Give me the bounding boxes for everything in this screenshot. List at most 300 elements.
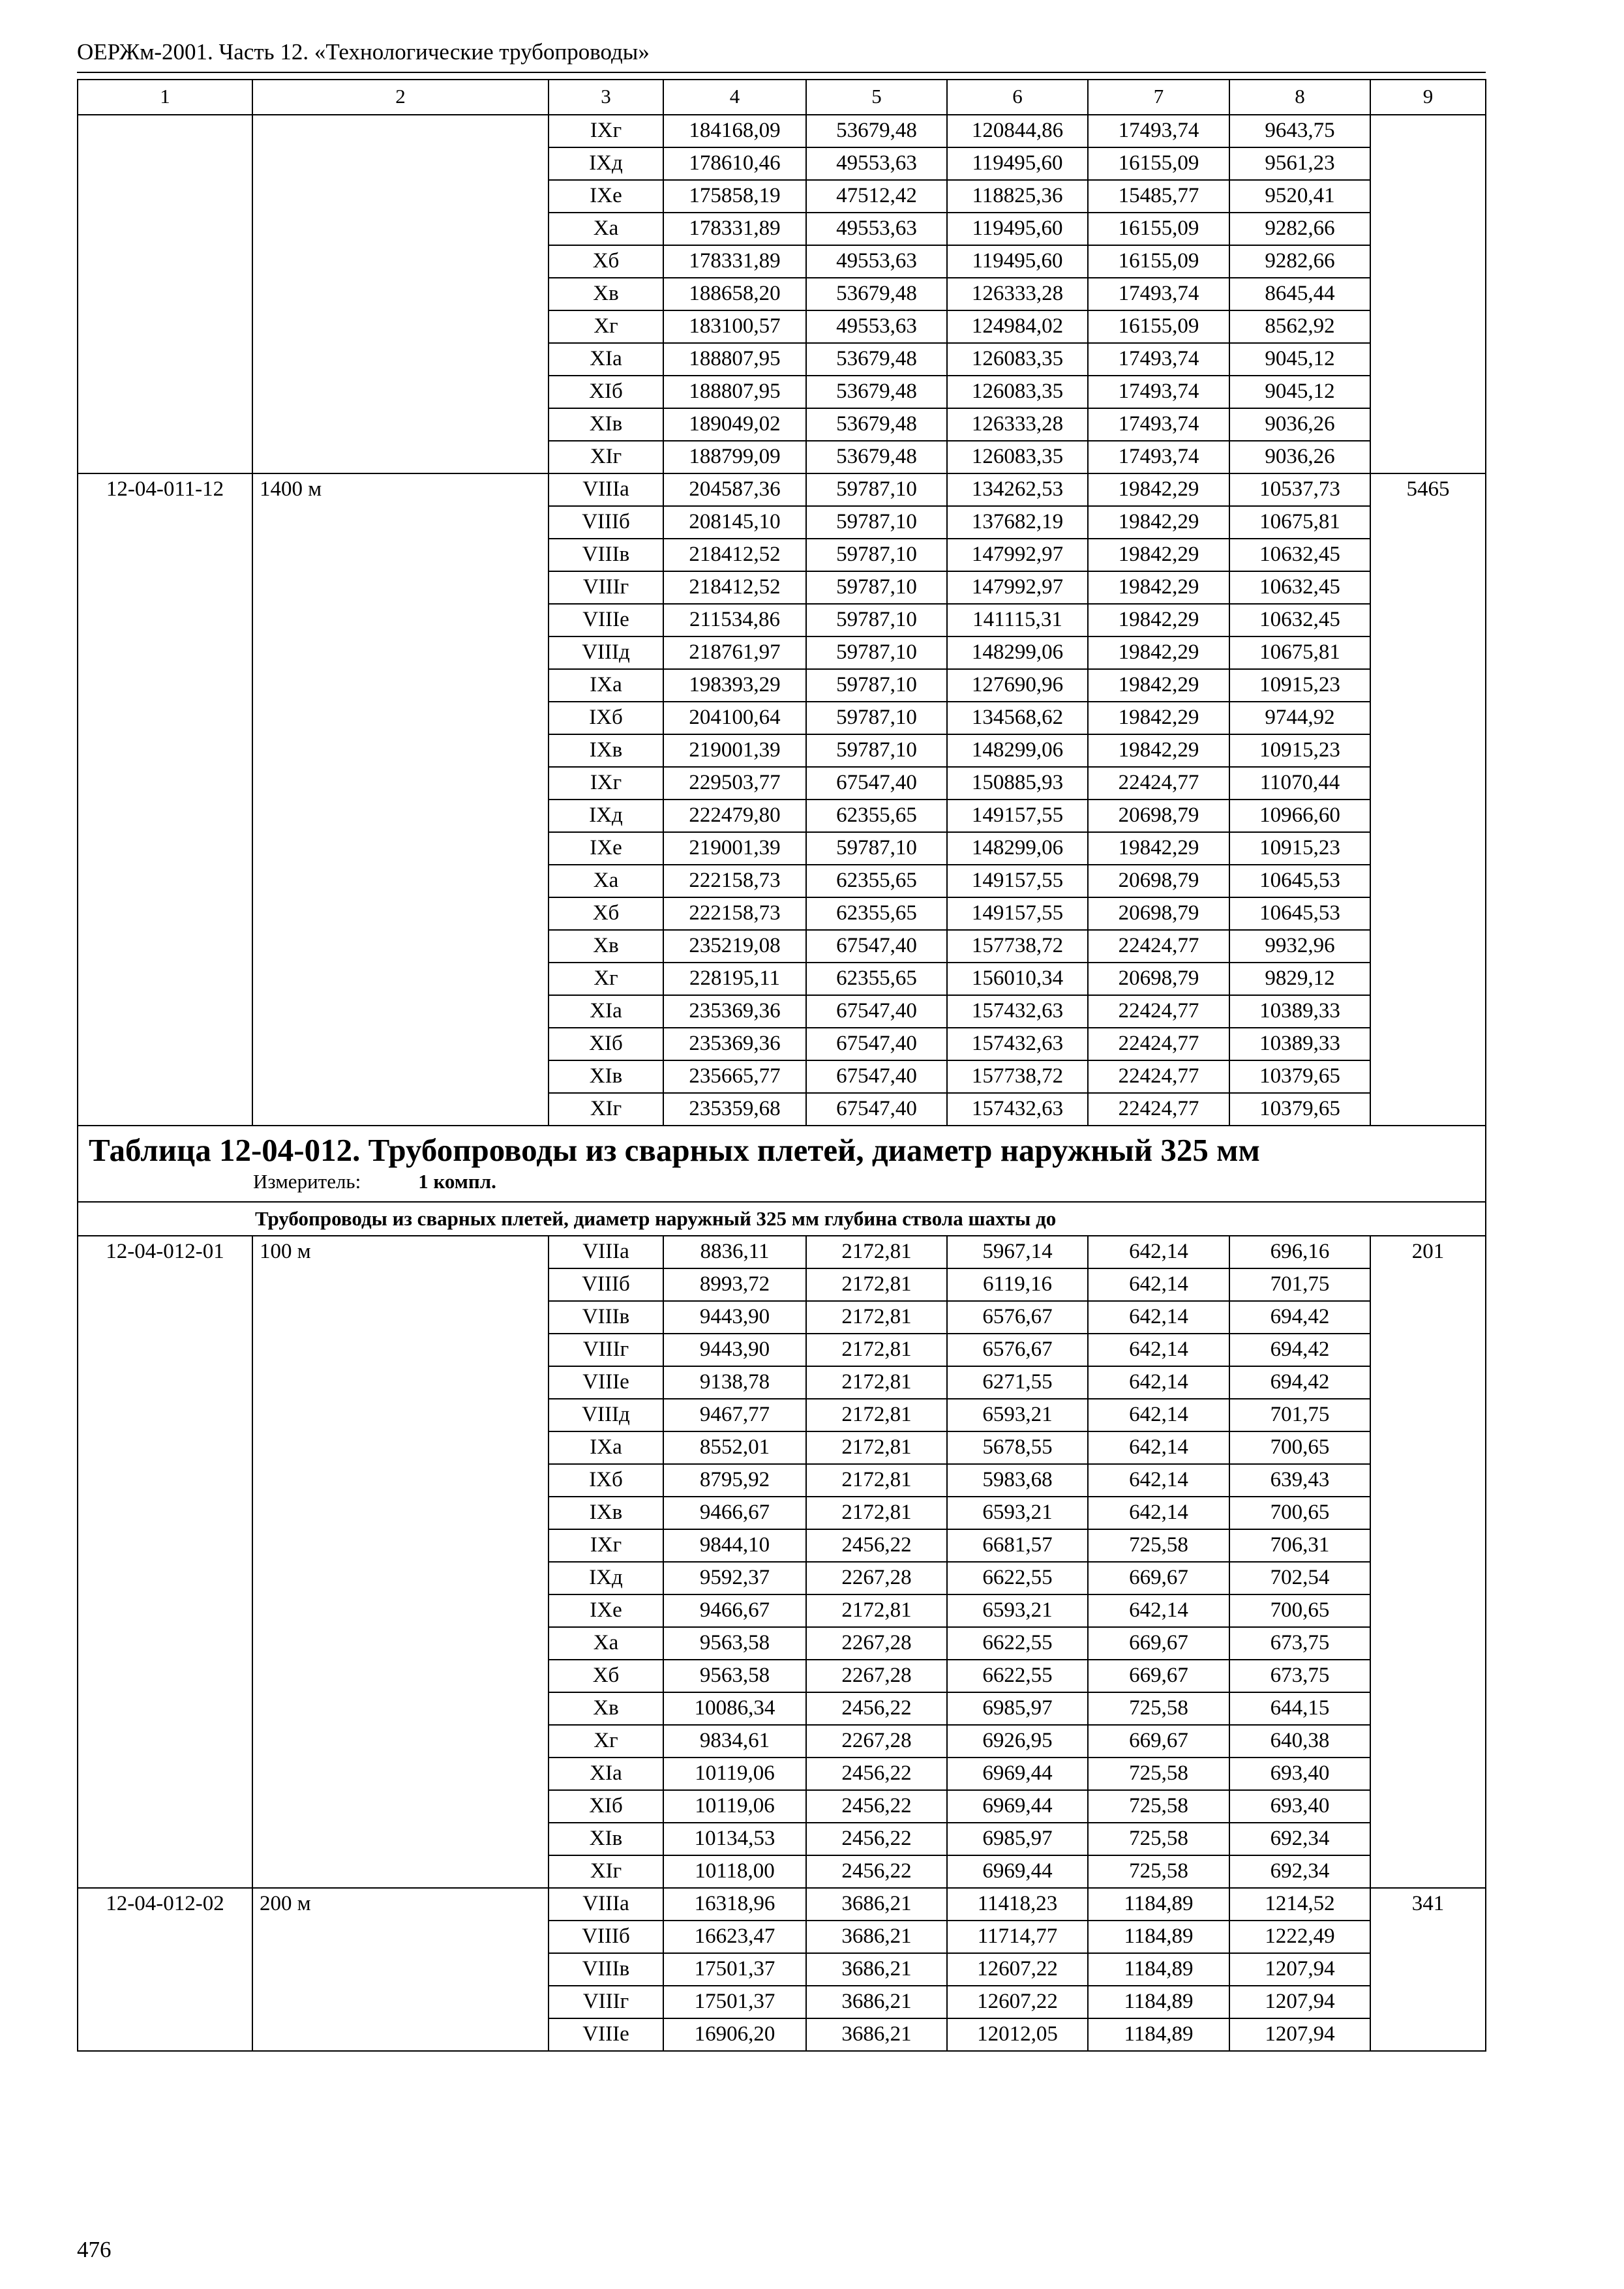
value-cell: 9744,92 bbox=[1229, 702, 1370, 734]
value-cell: 147992,97 bbox=[947, 539, 1088, 571]
value-cell: 218761,97 bbox=[663, 636, 806, 669]
value-cell: 19842,29 bbox=[1088, 669, 1229, 702]
zone-cell: VIIIг bbox=[549, 1986, 663, 2018]
value-cell: 22424,77 bbox=[1088, 930, 1229, 963]
value-cell: 9563,58 bbox=[663, 1660, 806, 1692]
value-cell: 19842,29 bbox=[1088, 832, 1229, 865]
zone-cell: XIв bbox=[549, 1823, 663, 1855]
value-cell: 642,14 bbox=[1088, 1464, 1229, 1497]
value-cell: 53679,48 bbox=[806, 441, 947, 473]
zone-cell: Xв bbox=[549, 278, 663, 310]
value-cell: 702,54 bbox=[1229, 1562, 1370, 1594]
zone-cell: Xб bbox=[549, 1660, 663, 1692]
zone-cell: XIа bbox=[549, 995, 663, 1028]
value-cell: 12607,22 bbox=[947, 1986, 1088, 2018]
column-number-row bbox=[78, 80, 1486, 115]
value-cell: 22424,77 bbox=[1088, 1060, 1229, 1093]
value-cell: 198393,29 bbox=[663, 669, 806, 702]
value-cell: 9443,90 bbox=[663, 1301, 806, 1334]
value-cell: 673,75 bbox=[1229, 1660, 1370, 1692]
value-cell: 10915,23 bbox=[1229, 734, 1370, 767]
table-row bbox=[78, 1236, 1486, 1268]
value-cell: 15485,77 bbox=[1088, 180, 1229, 213]
value-cell: 10966,60 bbox=[1229, 800, 1370, 832]
value-cell: 119495,60 bbox=[947, 213, 1088, 245]
value-cell: 17493,74 bbox=[1088, 441, 1229, 473]
value-cell: 8645,44 bbox=[1229, 278, 1370, 310]
value-cell: 228195,11 bbox=[663, 963, 806, 995]
zone-cell: IXе bbox=[549, 832, 663, 865]
value-cell: 10119,06 bbox=[663, 1758, 806, 1790]
value-cell: 120844,86 bbox=[947, 115, 1088, 147]
value-cell: 6985,97 bbox=[947, 1692, 1088, 1725]
value-cell: 67547,40 bbox=[806, 1028, 947, 1060]
value-cell: 53679,48 bbox=[806, 278, 947, 310]
value-cell: 6969,44 bbox=[947, 1758, 1088, 1790]
value-cell: 642,14 bbox=[1088, 1334, 1229, 1366]
zone-cell: VIIIд bbox=[549, 636, 663, 669]
value-cell: 1184,89 bbox=[1088, 1986, 1229, 2018]
value-cell: 9045,12 bbox=[1229, 376, 1370, 408]
value-cell: 59787,10 bbox=[806, 636, 947, 669]
value-cell: 2456,22 bbox=[806, 1790, 947, 1823]
value-cell: 9282,66 bbox=[1229, 213, 1370, 245]
value-cell: 49553,63 bbox=[806, 310, 947, 343]
value-cell: 119495,60 bbox=[947, 147, 1088, 180]
value-cell: 694,42 bbox=[1229, 1366, 1370, 1399]
value-cell: 9138,78 bbox=[663, 1366, 806, 1399]
value-cell: 9844,10 bbox=[663, 1529, 806, 1562]
value-cell: 208145,10 bbox=[663, 506, 806, 539]
zone-cell: IXв bbox=[549, 1497, 663, 1529]
value-cell: 11714,77 bbox=[947, 1921, 1088, 1953]
value-cell: 204100,64 bbox=[663, 702, 806, 734]
value-cell: 10389,33 bbox=[1229, 1028, 1370, 1060]
value-cell: 149157,55 bbox=[947, 897, 1088, 930]
value-cell: 157432,63 bbox=[947, 995, 1088, 1028]
value-cell: 8562,92 bbox=[1229, 310, 1370, 343]
value-cell: 59787,10 bbox=[806, 571, 947, 604]
zone-cell: XIб bbox=[549, 1790, 663, 1823]
column-number-cell: 4 bbox=[663, 80, 806, 115]
value-cell: 10119,06 bbox=[663, 1790, 806, 1823]
value-cell: 2456,22 bbox=[806, 1758, 947, 1790]
value-cell: 725,58 bbox=[1088, 1529, 1229, 1562]
value-cell: 644,15 bbox=[1229, 1692, 1370, 1725]
zone-cell: XIб bbox=[549, 376, 663, 408]
zone-cell: VIIIб bbox=[549, 1921, 663, 1953]
value-cell: 157738,72 bbox=[947, 1060, 1088, 1093]
value-cell: 126333,28 bbox=[947, 278, 1088, 310]
value-cell: 701,75 bbox=[1229, 1399, 1370, 1431]
value-cell: 67547,40 bbox=[806, 1060, 947, 1093]
value-cell: 3686,21 bbox=[806, 2018, 947, 2051]
value-cell: 1184,89 bbox=[1088, 1888, 1229, 1921]
value-cell: 149157,55 bbox=[947, 800, 1088, 832]
zone-cell: IXд bbox=[549, 800, 663, 832]
value-cell: 6681,57 bbox=[947, 1529, 1088, 1562]
value-cell: 9282,66 bbox=[1229, 245, 1370, 278]
value-cell: 6576,67 bbox=[947, 1334, 1088, 1366]
value-cell: 59787,10 bbox=[806, 702, 947, 734]
value-cell: 126333,28 bbox=[947, 408, 1088, 441]
zone-cell: XIа bbox=[549, 343, 663, 376]
value-cell: 10675,81 bbox=[1229, 636, 1370, 669]
zone-cell: VIIIе bbox=[549, 2018, 663, 2051]
value-cell: 19842,29 bbox=[1088, 702, 1229, 734]
zone-cell: XIб bbox=[549, 1028, 663, 1060]
resource-cell bbox=[1370, 115, 1486, 473]
value-cell: 157432,63 bbox=[947, 1028, 1088, 1060]
value-cell: 9036,26 bbox=[1229, 441, 1370, 473]
zone-cell: Xа bbox=[549, 213, 663, 245]
value-cell: 642,14 bbox=[1088, 1366, 1229, 1399]
value-cell: 17493,74 bbox=[1088, 376, 1229, 408]
value-cell: 59787,10 bbox=[806, 734, 947, 767]
value-cell: 2172,81 bbox=[806, 1301, 947, 1334]
value-cell: 22424,77 bbox=[1088, 1028, 1229, 1060]
value-cell: 8836,11 bbox=[663, 1236, 806, 1268]
zone-cell: VIIIв bbox=[549, 539, 663, 571]
value-cell: 11070,44 bbox=[1229, 767, 1370, 800]
value-cell: 137682,19 bbox=[947, 506, 1088, 539]
table-title: Таблица 12-04-012. Трубопроводы из сварных плетей, диаметр наружный 325 мм bbox=[89, 1132, 1260, 1168]
value-cell: 2172,81 bbox=[806, 1464, 947, 1497]
column-number-cell: 3 bbox=[549, 80, 663, 115]
value-cell: 8552,01 bbox=[663, 1431, 806, 1464]
value-cell: 149157,55 bbox=[947, 865, 1088, 897]
value-cell: 693,40 bbox=[1229, 1790, 1370, 1823]
table-row bbox=[78, 473, 1486, 506]
zone-cell: VIIIв bbox=[549, 1953, 663, 1986]
value-cell: 6119,16 bbox=[947, 1268, 1088, 1301]
value-cell: 669,67 bbox=[1088, 1660, 1229, 1692]
value-cell: 62355,65 bbox=[806, 865, 947, 897]
value-cell: 10675,81 bbox=[1229, 506, 1370, 539]
value-cell: 22424,77 bbox=[1088, 767, 1229, 800]
value-cell: 642,14 bbox=[1088, 1497, 1229, 1529]
value-cell: 694,42 bbox=[1229, 1334, 1370, 1366]
value-cell: 6969,44 bbox=[947, 1790, 1088, 1823]
value-cell: 2456,22 bbox=[806, 1855, 947, 1888]
value-cell: 157738,72 bbox=[947, 930, 1088, 963]
value-cell: 150885,93 bbox=[947, 767, 1088, 800]
value-cell: 17493,74 bbox=[1088, 408, 1229, 441]
subheading: Трубопроводы из сварных плетей, диаметр наружный 325 мм глубина ствола шахты до bbox=[252, 1202, 1486, 1236]
value-cell: 725,58 bbox=[1088, 1692, 1229, 1725]
zone-cell: Xб bbox=[549, 245, 663, 278]
value-cell: 59787,10 bbox=[806, 669, 947, 702]
zone-cell: IXд bbox=[549, 147, 663, 180]
zone-cell: IXа bbox=[549, 1431, 663, 1464]
value-cell: 124984,02 bbox=[947, 310, 1088, 343]
value-cell: 9466,67 bbox=[663, 1497, 806, 1529]
value-cell: 16318,96 bbox=[663, 1888, 806, 1921]
value-cell: 16155,09 bbox=[1088, 310, 1229, 343]
value-cell: 2172,81 bbox=[806, 1594, 947, 1627]
value-cell: 188807,95 bbox=[663, 376, 806, 408]
zone-cell: VIIIб bbox=[549, 506, 663, 539]
value-cell: 49553,63 bbox=[806, 245, 947, 278]
zone-cell: Xб bbox=[549, 897, 663, 930]
value-cell: 642,14 bbox=[1088, 1399, 1229, 1431]
value-cell: 10632,45 bbox=[1229, 604, 1370, 636]
zone-cell: Xв bbox=[549, 1692, 663, 1725]
value-cell: 9036,26 bbox=[1229, 408, 1370, 441]
value-cell: 6593,21 bbox=[947, 1594, 1088, 1627]
measure-line bbox=[78, 1166, 1485, 1191]
value-cell: 59787,10 bbox=[806, 539, 947, 571]
zone-cell: IXд bbox=[549, 1562, 663, 1594]
value-cell: 9443,90 bbox=[663, 1334, 806, 1366]
depth-cell: 100 м bbox=[252, 1236, 549, 1888]
value-cell: 9467,77 bbox=[663, 1399, 806, 1431]
value-cell: 6271,55 bbox=[947, 1366, 1088, 1399]
value-cell: 10915,23 bbox=[1229, 669, 1370, 702]
depth-cell bbox=[252, 115, 549, 473]
value-cell: 119495,60 bbox=[947, 245, 1088, 278]
value-cell: 188807,95 bbox=[663, 343, 806, 376]
value-cell: 17501,37 bbox=[663, 1986, 806, 2018]
value-cell: 20698,79 bbox=[1088, 963, 1229, 995]
value-cell: 2267,28 bbox=[806, 1627, 947, 1660]
value-cell: 9520,41 bbox=[1229, 180, 1370, 213]
value-cell: 235369,36 bbox=[663, 1028, 806, 1060]
value-cell: 17493,74 bbox=[1088, 115, 1229, 147]
value-cell: 188658,20 bbox=[663, 278, 806, 310]
value-cell: 2172,81 bbox=[806, 1366, 947, 1399]
measure-value: 1 компл. bbox=[418, 1170, 496, 1193]
value-cell: 6985,97 bbox=[947, 1823, 1088, 1855]
zone-cell: Xг bbox=[549, 310, 663, 343]
table-row bbox=[78, 1888, 1486, 1921]
value-cell: 62355,65 bbox=[806, 800, 947, 832]
depth-cell: 200 м bbox=[252, 1888, 549, 2051]
value-cell: 2267,28 bbox=[806, 1660, 947, 1692]
zone-cell: Xв bbox=[549, 930, 663, 963]
value-cell: 10645,53 bbox=[1229, 897, 1370, 930]
value-cell: 10379,65 bbox=[1229, 1093, 1370, 1126]
value-cell: 16906,20 bbox=[663, 2018, 806, 2051]
value-cell: 725,58 bbox=[1088, 1790, 1229, 1823]
value-cell: 6969,44 bbox=[947, 1855, 1088, 1888]
value-cell: 642,14 bbox=[1088, 1431, 1229, 1464]
value-cell: 3686,21 bbox=[806, 1953, 947, 1986]
value-cell: 10118,00 bbox=[663, 1855, 806, 1888]
value-cell: 235369,36 bbox=[663, 995, 806, 1028]
value-cell: 47512,42 bbox=[806, 180, 947, 213]
value-cell: 1207,94 bbox=[1229, 1953, 1370, 1986]
zone-cell: VIIIа bbox=[549, 473, 663, 506]
value-cell: 639,43 bbox=[1229, 1464, 1370, 1497]
value-cell: 156010,34 bbox=[947, 963, 1088, 995]
value-cell: 134262,53 bbox=[947, 473, 1088, 506]
value-cell: 1207,94 bbox=[1229, 2018, 1370, 2051]
value-cell: 1184,89 bbox=[1088, 1953, 1229, 1986]
value-cell: 5967,14 bbox=[947, 1236, 1088, 1268]
value-cell: 53679,48 bbox=[806, 115, 947, 147]
value-cell: 204587,36 bbox=[663, 473, 806, 506]
value-cell: 219001,39 bbox=[663, 734, 806, 767]
value-cell: 1184,89 bbox=[1088, 2018, 1229, 2051]
value-cell: 642,14 bbox=[1088, 1268, 1229, 1301]
value-cell: 22424,77 bbox=[1088, 1093, 1229, 1126]
code-cell: 12-04-011-12 bbox=[78, 473, 252, 1126]
value-cell: 16623,47 bbox=[663, 1921, 806, 1953]
value-cell: 211534,86 bbox=[663, 604, 806, 636]
value-cell: 1214,52 bbox=[1229, 1888, 1370, 1921]
running-header: ОЕРЖм-2001. Часть 12. «Технологические трубопроводы» bbox=[77, 39, 650, 65]
value-cell: 642,14 bbox=[1088, 1301, 1229, 1334]
value-cell: 2172,81 bbox=[806, 1334, 947, 1366]
value-cell: 19842,29 bbox=[1088, 506, 1229, 539]
table-row bbox=[78, 115, 1486, 147]
zone-cell: XIа bbox=[549, 1758, 663, 1790]
value-cell: 59787,10 bbox=[806, 473, 947, 506]
value-cell: 235219,08 bbox=[663, 930, 806, 963]
value-cell: 6593,21 bbox=[947, 1497, 1088, 1529]
value-cell: 725,58 bbox=[1088, 1758, 1229, 1790]
value-cell: 700,65 bbox=[1229, 1431, 1370, 1464]
value-cell: 19842,29 bbox=[1088, 473, 1229, 506]
value-cell: 126083,35 bbox=[947, 343, 1088, 376]
value-cell: 53679,48 bbox=[806, 343, 947, 376]
column-number-cell: 7 bbox=[1088, 80, 1229, 115]
value-cell: 127690,96 bbox=[947, 669, 1088, 702]
value-cell: 175858,19 bbox=[663, 180, 806, 213]
value-cell: 17501,37 bbox=[663, 1953, 806, 1986]
value-cell: 67547,40 bbox=[806, 995, 947, 1028]
column-number-cell: 9 bbox=[1370, 80, 1486, 115]
zone-cell: IXе bbox=[549, 180, 663, 213]
measure-label: Измеритель: bbox=[253, 1170, 361, 1193]
value-cell: 118825,36 bbox=[947, 180, 1088, 213]
value-cell: 696,16 bbox=[1229, 1236, 1370, 1268]
column-number-cell: 5 bbox=[806, 80, 947, 115]
zone-cell: IXг bbox=[549, 115, 663, 147]
zone-cell: VIIIв bbox=[549, 1301, 663, 1334]
value-cell: 9643,75 bbox=[1229, 115, 1370, 147]
zone-cell: VIIIг bbox=[549, 1334, 663, 1366]
value-cell: 222158,73 bbox=[663, 897, 806, 930]
value-cell: 9561,23 bbox=[1229, 147, 1370, 180]
resource-cell: 201 bbox=[1370, 1236, 1486, 1888]
value-cell: 59787,10 bbox=[806, 604, 947, 636]
value-cell: 19842,29 bbox=[1088, 734, 1229, 767]
zone-cell: XIв bbox=[549, 408, 663, 441]
value-cell: 2456,22 bbox=[806, 1692, 947, 1725]
subheading-row bbox=[78, 1202, 1486, 1236]
value-cell: 706,31 bbox=[1229, 1529, 1370, 1562]
zone-cell: XIг bbox=[549, 1855, 663, 1888]
value-cell: 126083,35 bbox=[947, 376, 1088, 408]
value-cell: 6622,55 bbox=[947, 1562, 1088, 1594]
value-cell: 2172,81 bbox=[806, 1399, 947, 1431]
value-cell: 1222,49 bbox=[1229, 1921, 1370, 1953]
price-table bbox=[77, 79, 1485, 2212]
value-cell: 6622,55 bbox=[947, 1660, 1088, 1692]
zone-cell: Xг bbox=[549, 1725, 663, 1758]
code-cell: 12-04-012-01 bbox=[78, 1236, 252, 1888]
value-cell: 10632,45 bbox=[1229, 539, 1370, 571]
value-cell: 17493,74 bbox=[1088, 278, 1229, 310]
value-cell: 126083,35 bbox=[947, 441, 1088, 473]
value-cell: 20698,79 bbox=[1088, 865, 1229, 897]
zone-cell: IXа bbox=[549, 669, 663, 702]
zone-cell: VIIIа bbox=[549, 1236, 663, 1268]
zone-cell: XIг bbox=[549, 1093, 663, 1126]
value-cell: 9045,12 bbox=[1229, 343, 1370, 376]
value-cell: 8993,72 bbox=[663, 1268, 806, 1301]
value-cell: 10645,53 bbox=[1229, 865, 1370, 897]
column-number-cell: 6 bbox=[947, 80, 1088, 115]
value-cell: 20698,79 bbox=[1088, 800, 1229, 832]
value-cell: 10537,73 bbox=[1229, 473, 1370, 506]
zone-cell: IXе bbox=[549, 1594, 663, 1627]
value-cell: 157432,63 bbox=[947, 1093, 1088, 1126]
value-cell: 235665,77 bbox=[663, 1060, 806, 1093]
value-cell: 183100,57 bbox=[663, 310, 806, 343]
resource-cell: 5465 bbox=[1370, 473, 1486, 1126]
page-number: 476 bbox=[77, 2237, 112, 2262]
value-cell: 10379,65 bbox=[1229, 1060, 1370, 1093]
zone-cell: IXб bbox=[549, 702, 663, 734]
value-cell: 19842,29 bbox=[1088, 604, 1229, 636]
code-cell bbox=[78, 115, 252, 473]
value-cell: 235359,68 bbox=[663, 1093, 806, 1126]
value-cell: 6622,55 bbox=[947, 1627, 1088, 1660]
value-cell: 188799,09 bbox=[663, 441, 806, 473]
value-cell: 16155,09 bbox=[1088, 245, 1229, 278]
value-cell: 12012,05 bbox=[947, 2018, 1088, 2051]
value-cell: 148299,06 bbox=[947, 734, 1088, 767]
value-cell: 669,67 bbox=[1088, 1627, 1229, 1660]
value-cell: 218412,52 bbox=[663, 571, 806, 604]
value-cell: 17493,74 bbox=[1088, 343, 1229, 376]
value-cell: 9829,12 bbox=[1229, 963, 1370, 995]
code-cell: 12-04-012-02 bbox=[78, 1888, 252, 2051]
value-cell: 6926,95 bbox=[947, 1725, 1088, 1758]
value-cell: 59787,10 bbox=[806, 832, 947, 865]
zone-cell: VIIIе bbox=[549, 604, 663, 636]
value-cell: 725,58 bbox=[1088, 1855, 1229, 1888]
value-cell: 10134,53 bbox=[663, 1823, 806, 1855]
value-cell: 10389,33 bbox=[1229, 995, 1370, 1028]
value-cell: 642,14 bbox=[1088, 1594, 1229, 1627]
value-cell: 178331,89 bbox=[663, 213, 806, 245]
value-cell: 3686,21 bbox=[806, 1888, 947, 1921]
value-cell: 16155,09 bbox=[1088, 213, 1229, 245]
value-cell: 1184,89 bbox=[1088, 1921, 1229, 1953]
value-cell: 218412,52 bbox=[663, 539, 806, 571]
value-cell: 49553,63 bbox=[806, 147, 947, 180]
value-cell: 67547,40 bbox=[806, 1093, 947, 1126]
zone-cell: IXг bbox=[549, 767, 663, 800]
zone-cell: VIIIа bbox=[549, 1888, 663, 1921]
value-cell: 692,34 bbox=[1229, 1855, 1370, 1888]
value-cell: 12607,22 bbox=[947, 1953, 1088, 1986]
value-cell: 219001,39 bbox=[663, 832, 806, 865]
value-cell: 2267,28 bbox=[806, 1562, 947, 1594]
value-cell: 184168,09 bbox=[663, 115, 806, 147]
zone-cell: Xа bbox=[549, 865, 663, 897]
value-cell: 22424,77 bbox=[1088, 995, 1229, 1028]
zone-cell: Xг bbox=[549, 963, 663, 995]
value-cell: 49553,63 bbox=[806, 213, 947, 245]
value-cell: 9592,37 bbox=[663, 1562, 806, 1594]
value-cell: 19842,29 bbox=[1088, 539, 1229, 571]
value-cell: 725,58 bbox=[1088, 1823, 1229, 1855]
